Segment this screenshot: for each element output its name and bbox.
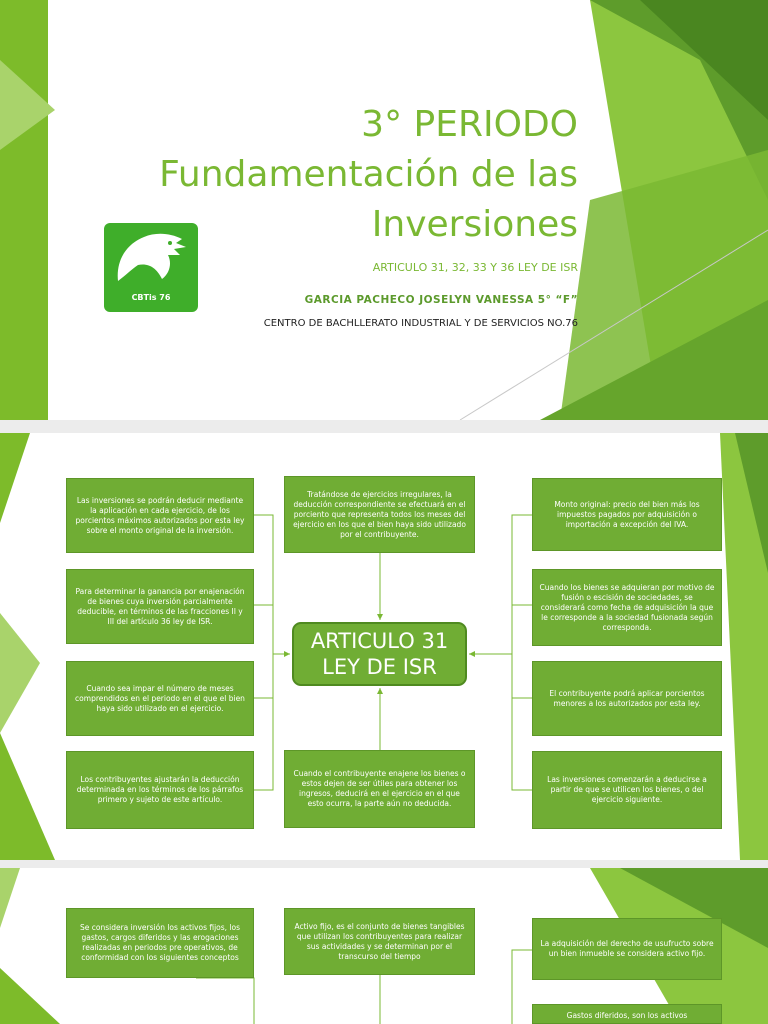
usufructo-box: La adquisición del derecho de usufructo sobre un bien inmueble se considera activo fijo.	[532, 918, 722, 980]
top-center-box: Tratándose de ejercicios irregulares, la deducción correspondiente se efectuará en el porciento que representa todos los meses del ejercicio en los que el bien haya sido utilizado por el contribuyente.	[284, 476, 475, 553]
central-topic: ARTICULO 31 LEY DE ISR	[292, 622, 467, 686]
logo-text: CBTis 76	[131, 293, 171, 302]
title-line-3: Inversiones	[371, 204, 578, 245]
left-box-3: Cuando sea impar el número de meses comprendidos en el periodo en el que el bien haya sido utilizado en el ejercicio.	[66, 661, 254, 736]
gastos-diferidos-box: Gastos diferidos, son los activos	[532, 1004, 722, 1024]
right-box-1: Monto original: precio del bien más los impuestos pagados por adquisición o importación a excepción del IVA.	[532, 478, 722, 551]
subtitle: ARTICULO 31, 32, 33 Y 36 LEY DE ISR	[372, 261, 578, 274]
left-box-2: Para determinar la ganancia por enajenación de bienes cuya inversión parcialmente deducible, en términos de las fracciones II y III del artículo 36 ley de ISR.	[66, 569, 254, 644]
bottom-center-box: Cuando el contribuyente enajene los bienes o estos dejen de ser útiles para obtener los ingresos, deducirá en el ejercicio en el que esto ocurra, la parte aún no deducida.	[284, 750, 475, 828]
inversion-box: Se considera inversión los activos fijos, los gastos, cargos diferidos y las erogaciones realizadas en periodos pre operativos, de conformidad con los siguientes conceptos	[66, 908, 254, 978]
title-line-2: Fundamentación de las	[159, 154, 578, 195]
left-box-4: Los contribuyentes ajustarán la deducción determinada en los términos de los párrafos primero y sujeto de este artículo.	[66, 751, 254, 829]
author-name: GARCIA PACHECO JOSELYN VANESSA 5° “F”	[304, 294, 578, 306]
activo-fijo-box: Activo fijo, es el conjunto de bienes tangibles que utilizan los contribuyentes para realizar sus actividades y se determinan por el transcurso del tiempo	[284, 908, 475, 975]
school-name: CENTRO DE BACHLLERATO INDUSTRIAL Y DE SERVICIOS NO.76	[263, 318, 578, 329]
right-box-2: Cuando los bienes se adquieran por motivo de fusión o escisión de sociedades, se considerará como fecha de adquisición la que le corresponde a la sociedad fusionada según corresponda.	[532, 569, 722, 646]
left-box-1: Las inversiones se podrán deducir mediante la aplicación en cada ejercicio, de los porcientos máximos autorizados por esta ley sobre el monto original de la inversión.	[66, 478, 254, 553]
title-line-1: 3° PERIODO	[361, 104, 578, 145]
right-box-4: Las inversiones comenzarán a deducirse a partir de que se utilicen los bienes, o del ejercicio siguiente.	[532, 751, 722, 829]
right-box-3: El contribuyente podrá aplicar porcientos menores a los autorizados por esta ley.	[532, 661, 722, 736]
